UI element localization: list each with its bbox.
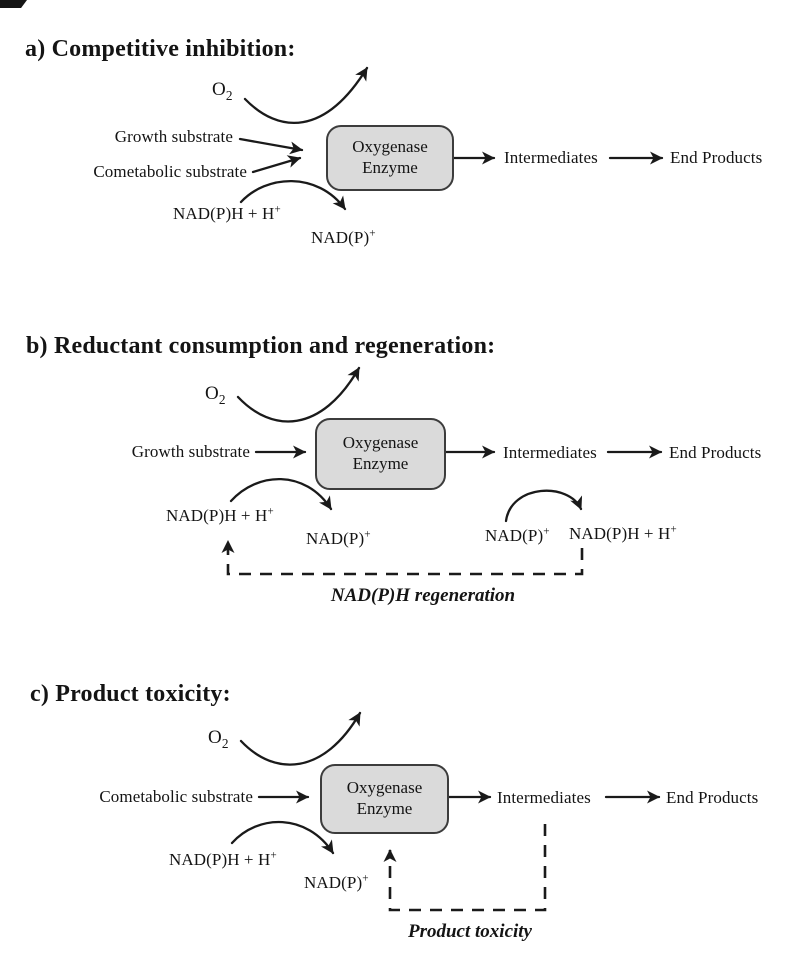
o2-label: $O_2$ bbox=[212, 79, 233, 103]
end-products-label: End Products bbox=[669, 443, 762, 462]
growth-substrate-arrow bbox=[240, 139, 302, 150]
oxygenase-enzyme-box bbox=[320, 764, 449, 834]
growth-substrate-label: Growth substrate bbox=[131, 442, 250, 461]
enzyme-label-line2: Enzyme bbox=[352, 454, 409, 473]
cometabolic-substrate-arrow bbox=[253, 158, 300, 172]
enzyme-label-line1: Oxygenase bbox=[346, 778, 423, 798]
nadph-to-nadp-arrow bbox=[232, 822, 333, 853]
enzyme-label-line2: Enzyme bbox=[356, 799, 413, 818]
panel-a-title: a) Competitive inhibition: bbox=[25, 35, 296, 62]
panel-competitive-inhibition bbox=[0, 0, 800, 300]
panel-b-title: b) Reductant consumption and regeneration: bbox=[26, 332, 496, 359]
panel-reductant-regeneration bbox=[0, 300, 800, 640]
cometabolic-substrate-label: Cometabolic substrate bbox=[99, 787, 253, 806]
end-products-label: End Products bbox=[666, 788, 759, 807]
intermediates-label: Intermediates bbox=[497, 788, 591, 807]
nadph-to-nadp-arrow bbox=[231, 479, 331, 509]
regenerated-nadp-label: NAD(P)+ bbox=[485, 525, 550, 545]
panel-product-toxicity bbox=[0, 640, 800, 954]
nadp-to-nadph-regeneration-arc-arrow bbox=[506, 491, 581, 521]
o2-consumption-arrow bbox=[238, 368, 359, 421]
o2-consumption-arrow bbox=[245, 68, 367, 123]
nadp-label: NAD(P)+ bbox=[311, 227, 376, 247]
panel-c-title: c) Product toxicity: bbox=[30, 680, 231, 707]
cometabolic-substrate-label: Cometabolic substrate bbox=[93, 162, 247, 181]
o2-label: $O_2$ bbox=[205, 383, 226, 407]
end-products-label: End Products bbox=[670, 148, 763, 167]
nadp-label: NAD(P)+ bbox=[306, 528, 371, 548]
nadp-label: NAD(P)+ bbox=[304, 872, 369, 892]
nadph-label: NAD(P)H + H+ bbox=[173, 203, 281, 223]
o2-label: $O_2$ bbox=[208, 727, 229, 751]
growth-substrate-label: Growth substrate bbox=[114, 127, 233, 146]
o2-consumption-arrow bbox=[241, 713, 360, 765]
nadph-label: NAD(P)H + H+ bbox=[166, 505, 274, 525]
nadph-regeneration-caption: NAD(P)H regeneration bbox=[330, 585, 516, 606]
intermediates-label: Intermediates bbox=[504, 148, 598, 167]
intermediates-label: Intermediates bbox=[503, 443, 597, 462]
nadph-label: NAD(P)H + H+ bbox=[169, 849, 277, 869]
product-toxicity-caption: Product toxicity bbox=[407, 921, 532, 942]
enzyme-label-line2: Enzyme bbox=[362, 158, 418, 177]
oxygenase-enzyme-box bbox=[326, 125, 454, 191]
regenerated-nadph-label: NAD(P)H + H+ bbox=[569, 523, 677, 543]
oxygenase-enzyme-box bbox=[315, 418, 446, 490]
enzyme-label-line1: Oxygenase bbox=[352, 137, 428, 157]
product-toxicity-dashed-path bbox=[390, 824, 545, 910]
enzyme-label-line1: Oxygenase bbox=[342, 433, 419, 453]
